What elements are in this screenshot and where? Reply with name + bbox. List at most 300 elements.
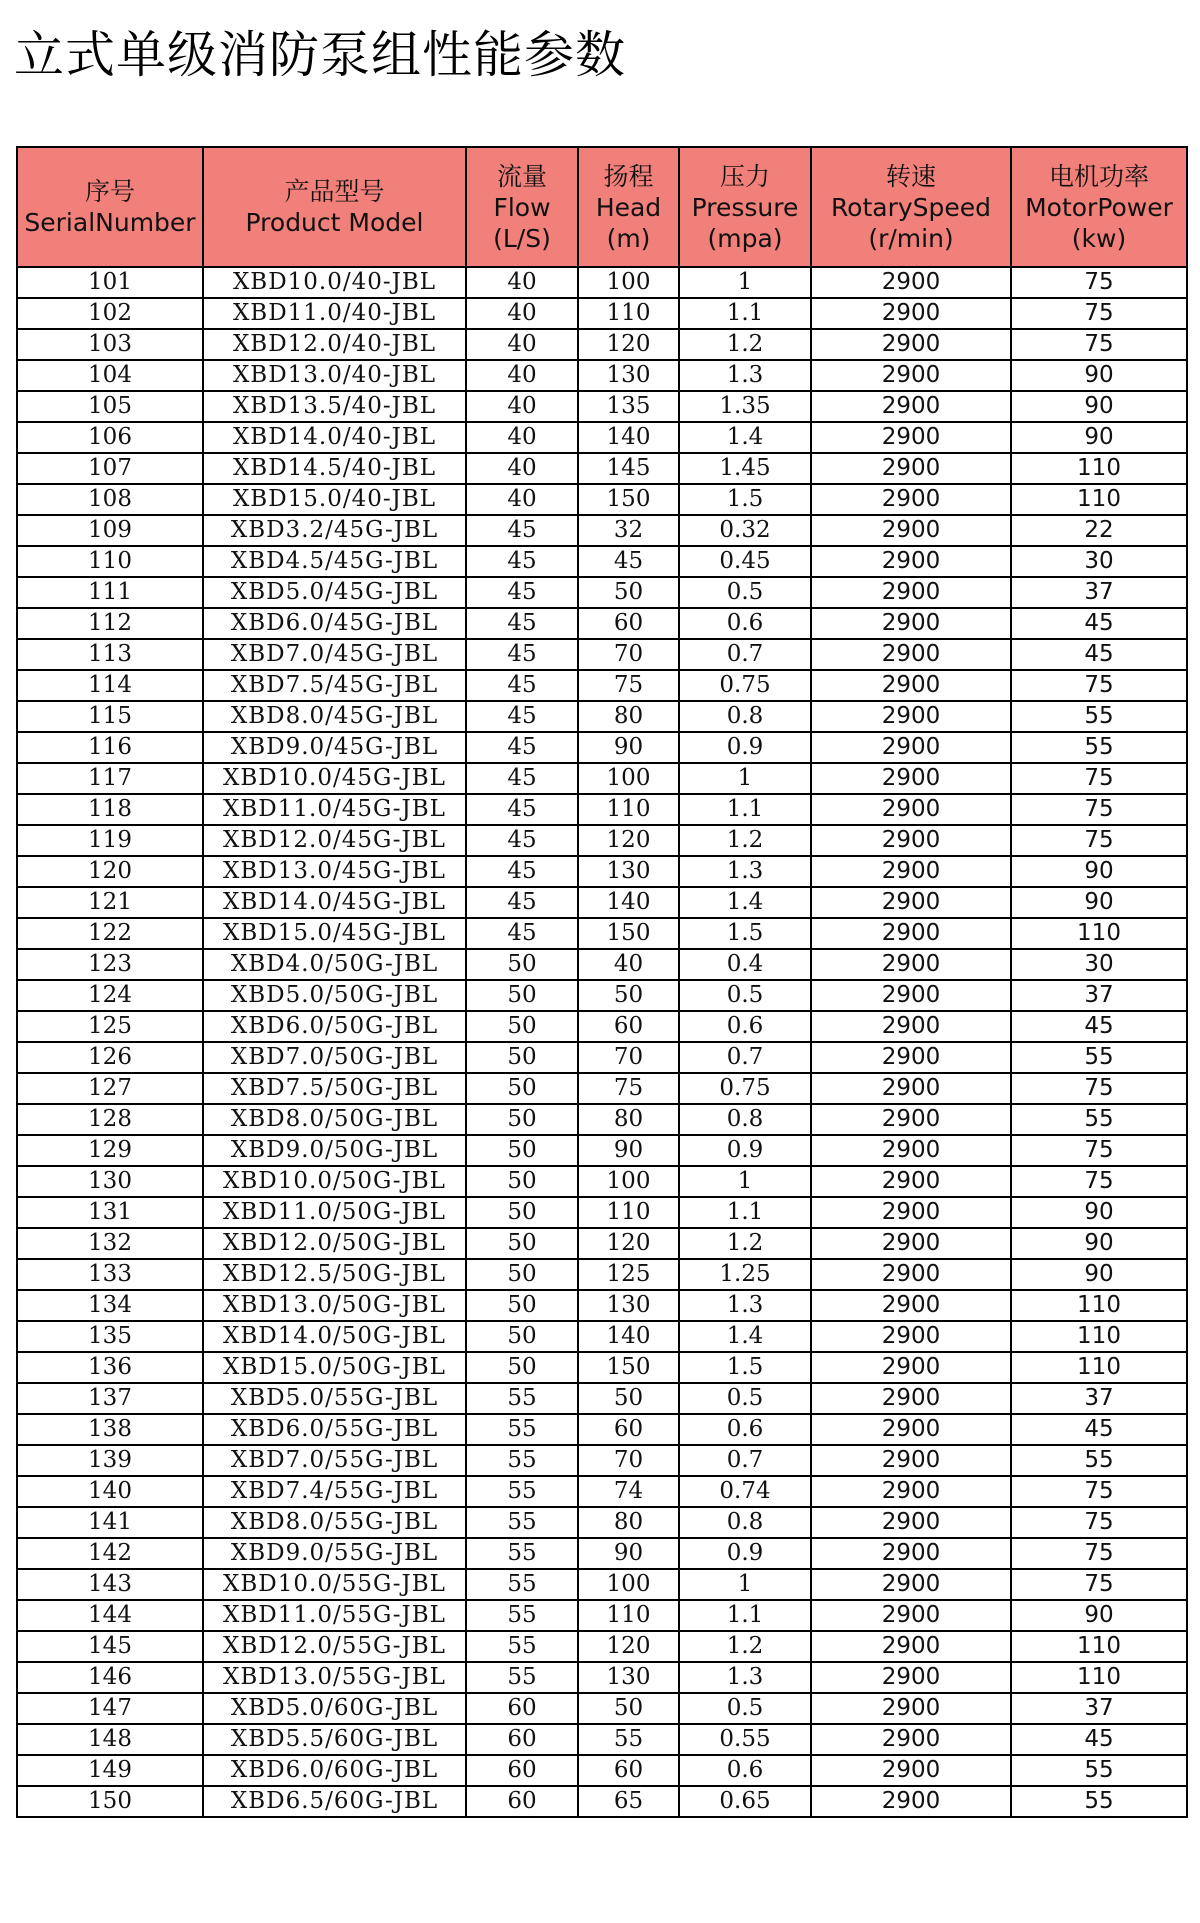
model-cell: XBD14.5/40-JBL <box>203 453 466 484</box>
flow-cell: 45 <box>466 577 578 608</box>
power-cell: 37 <box>1011 1693 1187 1724</box>
model-cell: XBD12.0/45G-JBL <box>203 825 466 856</box>
header-unit-label: (kw) <box>1071 223 1127 253</box>
model-cell: XBD11.0/45G-JBL <box>203 794 466 825</box>
flow-cell: 40 <box>466 360 578 391</box>
serial-cell: 134 <box>17 1290 203 1321</box>
head-cell: 50 <box>578 980 679 1011</box>
flow-cell: 55 <box>466 1631 578 1662</box>
power-cell: 45 <box>1011 1011 1187 1042</box>
rotary-speed-header <box>811 147 1011 267</box>
pressure-cell: 1.5 <box>679 484 811 515</box>
speed-cell: 2900 <box>811 1383 1011 1414</box>
pressure-cell: 0.32 <box>679 515 811 546</box>
serial-cell: 117 <box>17 763 203 794</box>
table-row <box>17 1445 1187 1476</box>
table-row <box>17 980 1187 1011</box>
power-cell: 45 <box>1011 639 1187 670</box>
flow-cell: 45 <box>466 546 578 577</box>
model-cell: XBD5.0/55G-JBL <box>203 1383 466 1414</box>
head-cell: 130 <box>578 360 679 391</box>
pressure-cell: 1.2 <box>679 329 811 360</box>
flow-cell: 55 <box>466 1569 578 1600</box>
model-cell: XBD7.4/55G-JBL <box>203 1476 466 1507</box>
head-cell: 120 <box>578 1631 679 1662</box>
power-cell: 90 <box>1011 1259 1187 1290</box>
head-cell: 32 <box>578 515 679 546</box>
speed-cell: 2900 <box>811 794 1011 825</box>
pressure-cell: 0.7 <box>679 1445 811 1476</box>
speed-cell: 2900 <box>811 1042 1011 1073</box>
pressure-cell: 1.2 <box>679 1631 811 1662</box>
speed-cell: 2900 <box>811 391 1011 422</box>
head-cell: 100 <box>578 1166 679 1197</box>
table-row <box>17 1600 1187 1631</box>
pressure-header <box>679 147 811 267</box>
serial-cell: 110 <box>17 546 203 577</box>
speed-cell: 2900 <box>811 329 1011 360</box>
model-cell: XBD12.0/40-JBL <box>203 329 466 360</box>
serial-cell: 140 <box>17 1476 203 1507</box>
model-cell: XBD4.5/45G-JBL <box>203 546 466 577</box>
model-cell: XBD12.5/50G-JBL <box>203 1259 466 1290</box>
flow-cell: 55 <box>466 1476 578 1507</box>
power-cell: 30 <box>1011 949 1187 980</box>
power-cell: 75 <box>1011 763 1187 794</box>
pressure-cell: 1.35 <box>679 391 811 422</box>
flow-cell: 55 <box>466 1538 578 1569</box>
flow-cell: 45 <box>466 887 578 918</box>
power-cell: 75 <box>1011 1569 1187 1600</box>
pressure-cell: 0.7 <box>679 639 811 670</box>
pressure-cell: 1.25 <box>679 1259 811 1290</box>
head-cell: 50 <box>578 1693 679 1724</box>
serial-cell: 130 <box>17 1166 203 1197</box>
table-row <box>17 949 1187 980</box>
serial-cell: 128 <box>17 1104 203 1135</box>
flow-cell: 50 <box>466 1073 578 1104</box>
speed-cell: 2900 <box>811 1104 1011 1135</box>
power-cell: 110 <box>1011 918 1187 949</box>
table-row <box>17 1321 1187 1352</box>
speed-cell: 2900 <box>811 1445 1011 1476</box>
flow-cell: 40 <box>466 484 578 515</box>
head-header <box>578 147 679 267</box>
model-cell: XBD10.0/55G-JBL <box>203 1569 466 1600</box>
speed-cell: 2900 <box>811 1662 1011 1693</box>
pressure-cell: 0.74 <box>679 1476 811 1507</box>
power-cell: 110 <box>1011 1290 1187 1321</box>
speed-cell: 2900 <box>811 422 1011 453</box>
head-cell: 130 <box>578 1290 679 1321</box>
pressure-cell: 0.7 <box>679 1042 811 1073</box>
header-en-label: SerialNumber <box>24 208 196 237</box>
serial-cell: 116 <box>17 732 203 763</box>
model-cell: XBD8.0/50G-JBL <box>203 1104 466 1135</box>
table-row <box>17 577 1187 608</box>
head-cell: 135 <box>578 391 679 422</box>
pressure-cell: 0.9 <box>679 1538 811 1569</box>
table-row <box>17 794 1187 825</box>
speed-cell: 2900 <box>811 1259 1011 1290</box>
power-cell: 90 <box>1011 1600 1187 1631</box>
model-cell: XBD6.5/60G-JBL <box>203 1786 466 1817</box>
head-cell: 55 <box>578 1724 679 1755</box>
speed-cell: 2900 <box>811 980 1011 1011</box>
power-cell: 55 <box>1011 1786 1187 1817</box>
serial-cell: 149 <box>17 1755 203 1786</box>
head-cell: 70 <box>578 1042 679 1073</box>
table-row <box>17 1507 1187 1538</box>
flow-cell: 45 <box>466 794 578 825</box>
speed-cell: 2900 <box>811 267 1011 298</box>
flow-cell: 50 <box>466 1321 578 1352</box>
head-cell: 70 <box>578 639 679 670</box>
speed-cell: 2900 <box>811 1321 1011 1352</box>
table-row <box>17 484 1187 515</box>
pressure-cell: 0.8 <box>679 1104 811 1135</box>
model-cell: XBD5.0/50G-JBL <box>203 980 466 1011</box>
head-cell: 140 <box>578 1321 679 1352</box>
power-cell: 55 <box>1011 732 1187 763</box>
table-body <box>17 267 1187 1817</box>
power-cell: 75 <box>1011 825 1187 856</box>
power-cell: 110 <box>1011 1352 1187 1383</box>
model-cell: XBD11.0/40-JBL <box>203 298 466 329</box>
pressure-cell: 1.3 <box>679 856 811 887</box>
model-cell: XBD15.0/45G-JBL <box>203 918 466 949</box>
head-cell: 60 <box>578 1414 679 1445</box>
speed-cell: 2900 <box>811 1476 1011 1507</box>
table-row <box>17 515 1187 546</box>
serial-cell: 101 <box>17 267 203 298</box>
head-cell: 90 <box>578 1538 679 1569</box>
model-cell: XBD9.0/50G-JBL <box>203 1135 466 1166</box>
header-row <box>17 147 1187 267</box>
speed-cell: 2900 <box>811 1414 1011 1445</box>
header-zh-label: 转速 <box>885 161 936 191</box>
flow-cell: 50 <box>466 1104 578 1135</box>
speed-cell: 2900 <box>811 577 1011 608</box>
serial-cell: 138 <box>17 1414 203 1445</box>
speed-cell: 2900 <box>811 484 1011 515</box>
flow-cell: 50 <box>466 1042 578 1073</box>
model-cell: XBD7.0/50G-JBL <box>203 1042 466 1073</box>
speed-cell: 2900 <box>811 1228 1011 1259</box>
model-cell: XBD6.0/60G-JBL <box>203 1755 466 1786</box>
head-cell: 80 <box>578 1507 679 1538</box>
pressure-cell: 0.5 <box>679 980 811 1011</box>
table-row <box>17 298 1187 329</box>
power-cell: 75 <box>1011 794 1187 825</box>
serial-cell: 145 <box>17 1631 203 1662</box>
pressure-cell: 0.5 <box>679 577 811 608</box>
table-row <box>17 1228 1187 1259</box>
power-cell: 55 <box>1011 1755 1187 1786</box>
power-cell: 45 <box>1011 1724 1187 1755</box>
flow-cell: 50 <box>466 1228 578 1259</box>
power-cell: 90 <box>1011 360 1187 391</box>
head-cell: 60 <box>578 1011 679 1042</box>
pressure-cell: 1.3 <box>679 1290 811 1321</box>
model-cell: XBD6.0/55G-JBL <box>203 1414 466 1445</box>
speed-cell: 2900 <box>811 701 1011 732</box>
power-cell: 75 <box>1011 1476 1187 1507</box>
speed-cell: 2900 <box>811 918 1011 949</box>
speed-cell: 2900 <box>811 1600 1011 1631</box>
pressure-cell: 1.4 <box>679 1321 811 1352</box>
speed-cell: 2900 <box>811 1755 1011 1786</box>
flow-cell: 55 <box>466 1414 578 1445</box>
model-cell: XBD12.0/50G-JBL <box>203 1228 466 1259</box>
flow-cell: 45 <box>466 608 578 639</box>
power-cell: 55 <box>1011 1104 1187 1135</box>
table-row <box>17 1259 1187 1290</box>
table-row <box>17 1631 1187 1662</box>
pressure-cell: 1.3 <box>679 1662 811 1693</box>
speed-cell: 2900 <box>811 1135 1011 1166</box>
pump-spec-table <box>16 146 1188 1818</box>
serial-cell: 127 <box>17 1073 203 1104</box>
speed-cell: 2900 <box>811 1631 1011 1662</box>
table-row <box>17 1569 1187 1600</box>
head-cell: 120 <box>578 1228 679 1259</box>
flow-cell: 40 <box>466 453 578 484</box>
power-cell: 90 <box>1011 422 1187 453</box>
header-zh-label: 序号 <box>84 177 135 206</box>
flow-cell: 50 <box>466 1135 578 1166</box>
pressure-cell: 1.2 <box>679 825 811 856</box>
model-cell: XBD7.0/55G-JBL <box>203 1445 466 1476</box>
head-cell: 110 <box>578 1197 679 1228</box>
table-row <box>17 1166 1187 1197</box>
head-cell: 130 <box>578 856 679 887</box>
header-zh-label: 电机功率 <box>1048 161 1149 191</box>
head-cell: 140 <box>578 422 679 453</box>
flow-cell: 50 <box>466 980 578 1011</box>
table-row <box>17 701 1187 732</box>
flow-cell: 50 <box>466 1290 578 1321</box>
model-cell: XBD13.0/50G-JBL <box>203 1290 466 1321</box>
flow-header <box>466 147 578 267</box>
table-row <box>17 422 1187 453</box>
model-cell: XBD9.0/45G-JBL <box>203 732 466 763</box>
head-cell: 60 <box>578 1755 679 1786</box>
flow-cell: 40 <box>466 329 578 360</box>
pressure-cell: 1 <box>679 1569 811 1600</box>
table-row <box>17 1383 1187 1414</box>
table-row <box>17 391 1187 422</box>
head-cell: 145 <box>578 453 679 484</box>
serial-cell: 104 <box>17 360 203 391</box>
model-cell: XBD14.0/50G-JBL <box>203 1321 466 1352</box>
power-cell: 75 <box>1011 1166 1187 1197</box>
model-cell: XBD13.0/55G-JBL <box>203 1662 466 1693</box>
serial-cell: 143 <box>17 1569 203 1600</box>
flow-cell: 45 <box>466 825 578 856</box>
table-row <box>17 825 1187 856</box>
pressure-cell: 0.4 <box>679 949 811 980</box>
power-cell: 45 <box>1011 1414 1187 1445</box>
power-cell: 110 <box>1011 1662 1187 1693</box>
head-cell: 100 <box>578 763 679 794</box>
model-cell: XBD14.0/45G-JBL <box>203 887 466 918</box>
pressure-cell: 1.45 <box>679 453 811 484</box>
pressure-cell: 1.3 <box>679 360 811 391</box>
serial-cell: 144 <box>17 1600 203 1631</box>
pressure-cell: 0.6 <box>679 608 811 639</box>
header-zh-label: 扬程 <box>603 161 654 191</box>
speed-cell: 2900 <box>811 1073 1011 1104</box>
model-cell: XBD8.0/55G-JBL <box>203 1507 466 1538</box>
flow-cell: 55 <box>466 1445 578 1476</box>
header-unit-label: (L/S) <box>493 223 551 253</box>
head-cell: 75 <box>578 1073 679 1104</box>
flow-cell: 45 <box>466 763 578 794</box>
serial-number-header <box>17 147 203 267</box>
head-cell: 60 <box>578 608 679 639</box>
serial-cell: 142 <box>17 1538 203 1569</box>
flow-cell: 55 <box>466 1383 578 1414</box>
power-cell: 90 <box>1011 856 1187 887</box>
serial-cell: 146 <box>17 1662 203 1693</box>
head-cell: 75 <box>578 670 679 701</box>
speed-cell: 2900 <box>811 763 1011 794</box>
pressure-cell: 0.75 <box>679 670 811 701</box>
table-row <box>17 670 1187 701</box>
pressure-cell: 0.5 <box>679 1383 811 1414</box>
power-cell: 55 <box>1011 701 1187 732</box>
head-cell: 100 <box>578 1569 679 1600</box>
header-en-label: Head <box>595 192 662 222</box>
table-row <box>17 1197 1187 1228</box>
model-cell: XBD9.0/55G-JBL <box>203 1538 466 1569</box>
flow-cell: 60 <box>466 1786 578 1817</box>
model-cell: XBD6.0/45G-JBL <box>203 608 466 639</box>
pressure-cell: 1.1 <box>679 1600 811 1631</box>
pressure-cell: 0.45 <box>679 546 811 577</box>
serial-cell: 141 <box>17 1507 203 1538</box>
model-cell: XBD6.0/50G-JBL <box>203 1011 466 1042</box>
speed-cell: 2900 <box>811 887 1011 918</box>
flow-cell: 45 <box>466 639 578 670</box>
serial-cell: 135 <box>17 1321 203 1352</box>
model-cell: XBD11.0/55G-JBL <box>203 1600 466 1631</box>
power-cell: 75 <box>1011 329 1187 360</box>
table-row <box>17 1662 1187 1693</box>
table-row <box>17 267 1187 298</box>
serial-cell: 125 <box>17 1011 203 1042</box>
power-cell: 110 <box>1011 1631 1187 1662</box>
speed-cell: 2900 <box>811 1011 1011 1042</box>
flow-cell: 40 <box>466 267 578 298</box>
speed-cell: 2900 <box>811 1693 1011 1724</box>
flow-cell: 40 <box>466 422 578 453</box>
serial-cell: 137 <box>17 1383 203 1414</box>
head-cell: 80 <box>578 701 679 732</box>
power-cell: 75 <box>1011 1135 1187 1166</box>
head-cell: 100 <box>578 267 679 298</box>
model-cell: XBD5.0/60G-JBL <box>203 1693 466 1724</box>
speed-cell: 2900 <box>811 298 1011 329</box>
power-cell: 90 <box>1011 1228 1187 1259</box>
flow-cell: 60 <box>466 1724 578 1755</box>
pressure-cell: 0.5 <box>679 1693 811 1724</box>
power-cell: 55 <box>1011 1445 1187 1476</box>
flow-cell: 60 <box>466 1693 578 1724</box>
model-cell: XBD5.5/60G-JBL <box>203 1724 466 1755</box>
table-row <box>17 1476 1187 1507</box>
speed-cell: 2900 <box>811 1166 1011 1197</box>
flow-cell: 55 <box>466 1507 578 1538</box>
serial-cell: 122 <box>17 918 203 949</box>
power-cell: 75 <box>1011 267 1187 298</box>
model-cell: XBD5.0/45G-JBL <box>203 577 466 608</box>
head-cell: 50 <box>578 1383 679 1414</box>
model-cell: XBD13.5/40-JBL <box>203 391 466 422</box>
serial-cell: 105 <box>17 391 203 422</box>
table-row <box>17 856 1187 887</box>
power-cell: 30 <box>1011 546 1187 577</box>
power-cell: 45 <box>1011 608 1187 639</box>
model-cell: XBD11.0/50G-JBL <box>203 1197 466 1228</box>
speed-cell: 2900 <box>811 1724 1011 1755</box>
pressure-cell: 0.8 <box>679 1507 811 1538</box>
header-unit-label: (mpa) <box>707 223 783 253</box>
head-cell: 110 <box>578 1600 679 1631</box>
serial-cell: 112 <box>17 608 203 639</box>
serial-cell: 147 <box>17 1693 203 1724</box>
head-cell: 150 <box>578 918 679 949</box>
serial-cell: 133 <box>17 1259 203 1290</box>
power-cell: 75 <box>1011 1073 1187 1104</box>
table-row <box>17 1073 1187 1104</box>
table-row <box>17 1042 1187 1073</box>
flow-cell: 45 <box>466 701 578 732</box>
pressure-cell: 1.1 <box>679 794 811 825</box>
flow-cell: 40 <box>466 298 578 329</box>
model-cell: XBD12.0/55G-JBL <box>203 1631 466 1662</box>
pressure-cell: 1 <box>679 763 811 794</box>
table-row <box>17 453 1187 484</box>
head-cell: 110 <box>578 794 679 825</box>
head-cell: 125 <box>578 1259 679 1290</box>
power-cell: 37 <box>1011 577 1187 608</box>
flow-cell: 50 <box>466 1166 578 1197</box>
header-en-label: RotarySpeed <box>830 192 992 222</box>
pressure-cell: 1.4 <box>679 422 811 453</box>
speed-cell: 2900 <box>811 453 1011 484</box>
model-cell: XBD3.2/45G-JBL <box>203 515 466 546</box>
product-model-header <box>203 147 466 267</box>
power-cell: 55 <box>1011 1042 1187 1073</box>
speed-cell: 2900 <box>811 360 1011 391</box>
model-cell: XBD14.0/40-JBL <box>203 422 466 453</box>
head-cell: 120 <box>578 329 679 360</box>
table-row <box>17 608 1187 639</box>
speed-cell: 2900 <box>811 1538 1011 1569</box>
model-cell: XBD7.5/50G-JBL <box>203 1073 466 1104</box>
power-cell: 37 <box>1011 1383 1187 1414</box>
speed-cell: 2900 <box>811 949 1011 980</box>
head-cell: 150 <box>578 484 679 515</box>
speed-cell: 2900 <box>811 1569 1011 1600</box>
flow-cell: 55 <box>466 1662 578 1693</box>
pressure-cell: 0.9 <box>679 1135 811 1166</box>
header-en-label: Product Model <box>245 208 424 237</box>
table-row <box>17 1755 1187 1786</box>
pressure-cell: 1.4 <box>679 887 811 918</box>
